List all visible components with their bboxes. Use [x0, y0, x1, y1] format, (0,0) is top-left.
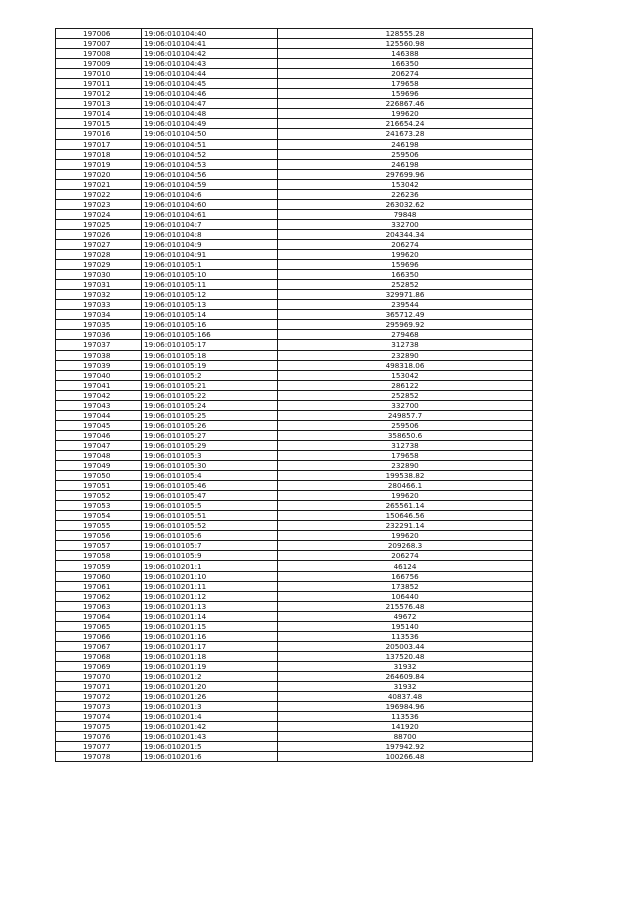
- cadastral-number-cell: 19:06:010105:52: [142, 521, 278, 531]
- row-id-cell: 197060: [56, 571, 142, 581]
- value-cell: 295969.92: [278, 320, 533, 330]
- value-cell: 365712.49: [278, 310, 533, 320]
- table-row: [56, 752, 533, 762]
- cadastral-number-cell: 19:06:010104:44: [142, 69, 278, 79]
- value-cell: 199620: [278, 250, 533, 260]
- cadastral-number-cell: 19:06:010201:1: [142, 561, 278, 571]
- cadastral-number-cell: 19:06:010105:47: [142, 491, 278, 501]
- row-id-cell: 197064: [56, 611, 142, 621]
- cadastral-number-cell: 19:06:010104:45: [142, 79, 278, 89]
- row-id-cell: 197070: [56, 672, 142, 682]
- table-row: [56, 189, 533, 199]
- cadastral-number-cell: 19:06:010105:5: [142, 501, 278, 511]
- cadastral-number-cell: 19:06:010201:12: [142, 591, 278, 601]
- row-id-cell: 197024: [56, 209, 142, 219]
- value-cell: 100266.48: [278, 752, 533, 762]
- table-row: [56, 79, 533, 89]
- cadastral-number-cell: 19:06:010105:21: [142, 380, 278, 390]
- table-row: [56, 541, 533, 551]
- value-cell: 199620: [278, 491, 533, 501]
- row-id-cell: 197043: [56, 400, 142, 410]
- cadastral-number-cell: 19:06:010104:48: [142, 109, 278, 119]
- table-row: [56, 732, 533, 742]
- row-id-cell: 197045: [56, 420, 142, 430]
- row-id-cell: 197051: [56, 481, 142, 491]
- row-id-cell: 197019: [56, 159, 142, 169]
- cadastral-number-cell: 19:06:010104:50: [142, 129, 278, 139]
- row-id-cell: 197020: [56, 169, 142, 179]
- cadastral-number-cell: 19:06:010201:6: [142, 752, 278, 762]
- row-id-cell: 197073: [56, 702, 142, 712]
- cadastral-number-cell: 19:06:010201:20: [142, 682, 278, 692]
- value-cell: 106440: [278, 591, 533, 601]
- cadastral-number-cell: 19:06:010201:4: [142, 712, 278, 722]
- cadastral-number-cell: 19:06:010105:3: [142, 450, 278, 460]
- value-cell: 159696: [278, 89, 533, 99]
- row-id-cell: 197048: [56, 450, 142, 460]
- cadastral-number-cell: 19:06:010105:11: [142, 280, 278, 290]
- row-id-cell: 197037: [56, 340, 142, 350]
- table-row: [56, 250, 533, 260]
- cadastral-number-cell: 19:06:010105:25: [142, 410, 278, 420]
- value-cell: 199620: [278, 531, 533, 541]
- table-row: [56, 742, 533, 752]
- row-id-cell: 197067: [56, 641, 142, 651]
- cadastral-number-cell: 19:06:010105:29: [142, 440, 278, 450]
- value-cell: 79848: [278, 209, 533, 219]
- row-id-cell: 197015: [56, 119, 142, 129]
- value-cell: 173852: [278, 581, 533, 591]
- table-row: [56, 440, 533, 450]
- row-id-cell: 197010: [56, 69, 142, 79]
- row-id-cell: 197026: [56, 229, 142, 239]
- cadastral-number-cell: 19:06:010201:42: [142, 722, 278, 732]
- row-id-cell: 197062: [56, 591, 142, 601]
- table-row: [56, 209, 533, 219]
- cadastral-number-cell: 19:06:010201:11: [142, 581, 278, 591]
- table-row: [56, 390, 533, 400]
- value-cell: 241673.28: [278, 129, 533, 139]
- table-row: [56, 49, 533, 59]
- row-id-cell: 197013: [56, 99, 142, 109]
- value-cell: 125560.98: [278, 39, 533, 49]
- table-row: [56, 119, 533, 129]
- row-id-cell: 197012: [56, 89, 142, 99]
- table-row: [56, 129, 533, 139]
- value-cell: 246198: [278, 159, 533, 169]
- value-cell: 40837.48: [278, 692, 533, 702]
- value-cell: 49672: [278, 611, 533, 621]
- row-id-cell: 197077: [56, 742, 142, 752]
- cadastral-number-cell: 19:06:010105:4: [142, 471, 278, 481]
- table-row: [56, 260, 533, 270]
- value-cell: 249857.7: [278, 410, 533, 420]
- cadastral-number-cell: 19:06:010104:52: [142, 149, 278, 159]
- cadastral-number-cell: 19:06:010201:10: [142, 571, 278, 581]
- table-row: [56, 29, 533, 39]
- row-id-cell: 197059: [56, 561, 142, 571]
- row-id-cell: 197034: [56, 310, 142, 320]
- cadastral-number-cell: 19:06:010104:60: [142, 199, 278, 209]
- row-id-cell: 197071: [56, 682, 142, 692]
- value-cell: 137520.48: [278, 651, 533, 661]
- row-id-cell: 197032: [56, 290, 142, 300]
- row-id-cell: 197050: [56, 471, 142, 481]
- table-row: [56, 179, 533, 189]
- table-row: [56, 591, 533, 601]
- value-cell: 199538.82: [278, 471, 533, 481]
- value-cell: 239544: [278, 300, 533, 310]
- value-cell: 204344.34: [278, 229, 533, 239]
- value-cell: 31932: [278, 661, 533, 671]
- cadastral-number-cell: 19:06:010104:56: [142, 169, 278, 179]
- table-row: [56, 551, 533, 561]
- value-cell: 232890: [278, 350, 533, 360]
- table-row: [56, 631, 533, 641]
- row-id-cell: 197057: [56, 541, 142, 551]
- row-id-cell: 197049: [56, 461, 142, 471]
- cadastral-number-cell: 19:06:010105:46: [142, 481, 278, 491]
- cadastral-number-cell: 19:06:010105:27: [142, 430, 278, 440]
- value-cell: 216654.24: [278, 119, 533, 129]
- table-row: [56, 410, 533, 420]
- row-id-cell: 197040: [56, 370, 142, 380]
- table-row: [56, 481, 533, 491]
- cadastral-number-cell: 19:06:010104:40: [142, 29, 278, 39]
- cadastral-number-cell: 19:06:010105:166: [142, 330, 278, 340]
- table-row: [56, 109, 533, 119]
- row-id-cell: 197053: [56, 501, 142, 511]
- row-id-cell: 197031: [56, 280, 142, 290]
- value-cell: 312738: [278, 440, 533, 450]
- table-row: [56, 89, 533, 99]
- table-row: [56, 511, 533, 521]
- table-row: [56, 581, 533, 591]
- table-row: [56, 400, 533, 410]
- value-cell: 206274: [278, 69, 533, 79]
- table-row: [56, 420, 533, 430]
- cadastral-number-cell: 19:06:010104:8: [142, 229, 278, 239]
- table-row: [56, 340, 533, 350]
- cadastral-number-cell: 19:06:010201:16: [142, 631, 278, 641]
- row-id-cell: 197075: [56, 722, 142, 732]
- cadastral-number-cell: 19:06:010105:6: [142, 531, 278, 541]
- row-id-cell: 197041: [56, 380, 142, 390]
- row-id-cell: 197018: [56, 149, 142, 159]
- value-cell: 252852: [278, 280, 533, 290]
- value-cell: 31932: [278, 682, 533, 692]
- row-id-cell: 197008: [56, 49, 142, 59]
- table-row: [56, 290, 533, 300]
- cadastral-number-cell: 19:06:010105:9: [142, 551, 278, 561]
- row-id-cell: 197006: [56, 29, 142, 39]
- value-cell: 312738: [278, 340, 533, 350]
- table-row: [56, 159, 533, 169]
- cadastral-number-cell: 19:06:010104:42: [142, 49, 278, 59]
- value-cell: 332700: [278, 219, 533, 229]
- table-row: [56, 69, 533, 79]
- value-cell: 286122: [278, 380, 533, 390]
- table-row: [56, 692, 533, 702]
- value-cell: 179658: [278, 450, 533, 460]
- value-cell: 264609.84: [278, 672, 533, 682]
- table-row: [56, 360, 533, 370]
- table-row: [56, 712, 533, 722]
- value-cell: 329971.86: [278, 290, 533, 300]
- table-row: [56, 169, 533, 179]
- row-id-cell: 197036: [56, 330, 142, 340]
- value-cell: 498318.06: [278, 360, 533, 370]
- table-row: [56, 350, 533, 360]
- value-cell: 205003.44: [278, 641, 533, 651]
- value-cell: 358650.6: [278, 430, 533, 440]
- table-row: [56, 270, 533, 280]
- table-row: [56, 149, 533, 159]
- row-id-cell: 197011: [56, 79, 142, 89]
- cadastral-number-cell: 19:06:010104:53: [142, 159, 278, 169]
- row-id-cell: 197063: [56, 601, 142, 611]
- cadastral-number-cell: 19:06:010105:19: [142, 360, 278, 370]
- cadastral-number-cell: 19:06:010105:30: [142, 461, 278, 471]
- table-row: [56, 300, 533, 310]
- row-id-cell: 197072: [56, 692, 142, 702]
- row-id-cell: 197029: [56, 260, 142, 270]
- row-id-cell: 197042: [56, 390, 142, 400]
- row-id-cell: 197046: [56, 430, 142, 440]
- cadastral-number-cell: 19:06:010105:12: [142, 290, 278, 300]
- row-id-cell: 197021: [56, 179, 142, 189]
- cadastral-number-cell: 19:06:010104:49: [142, 119, 278, 129]
- value-cell: 259506: [278, 149, 533, 159]
- table-row: [56, 702, 533, 712]
- table-row: [56, 661, 533, 671]
- table-row: [56, 320, 533, 330]
- table-row: [56, 99, 533, 109]
- row-id-cell: 197030: [56, 270, 142, 280]
- row-id-cell: 197033: [56, 300, 142, 310]
- table-row: [56, 471, 533, 481]
- table-row: [56, 521, 533, 531]
- cadastral-number-cell: 19:06:010104:9: [142, 239, 278, 249]
- cadastral-number-cell: 19:06:010105:10: [142, 270, 278, 280]
- value-cell: 46124: [278, 561, 533, 571]
- row-id-cell: 197007: [56, 39, 142, 49]
- cadastral-number-cell: 19:06:010104:41: [142, 39, 278, 49]
- cadastral-number-cell: 19:06:010104:51: [142, 139, 278, 149]
- cadastral-number-cell: 19:06:010105:7: [142, 541, 278, 551]
- row-id-cell: 197069: [56, 661, 142, 671]
- row-id-cell: 197039: [56, 360, 142, 370]
- value-cell: 153042: [278, 370, 533, 380]
- row-id-cell: 197066: [56, 631, 142, 641]
- cadastral-number-cell: 19:06:010105:2: [142, 370, 278, 380]
- value-cell: 209268.3: [278, 541, 533, 551]
- row-id-cell: 197055: [56, 521, 142, 531]
- table-row: [56, 59, 533, 69]
- row-id-cell: 197022: [56, 189, 142, 199]
- value-cell: 159696: [278, 260, 533, 270]
- cadastral-number-cell: 19:06:010105:51: [142, 511, 278, 521]
- value-cell: 128555.28: [278, 29, 533, 39]
- cadastral-number-cell: 19:06:010201:43: [142, 732, 278, 742]
- value-cell: 332700: [278, 400, 533, 410]
- table-row: [56, 280, 533, 290]
- row-id-cell: 197028: [56, 250, 142, 260]
- value-cell: 166350: [278, 270, 533, 280]
- row-id-cell: 197065: [56, 621, 142, 631]
- table-body: [56, 29, 533, 762]
- table-row: [56, 682, 533, 692]
- value-cell: 297699.96: [278, 169, 533, 179]
- cadastral-number-cell: 19:06:010105:18: [142, 350, 278, 360]
- table-row: [56, 139, 533, 149]
- value-cell: 195140: [278, 621, 533, 631]
- table-row: [56, 380, 533, 390]
- value-cell: 246198: [278, 139, 533, 149]
- cadastral-number-cell: 19:06:010104:61: [142, 209, 278, 219]
- cadastral-number-cell: 19:06:010201:2: [142, 672, 278, 682]
- row-id-cell: 197027: [56, 239, 142, 249]
- value-cell: 150646.56: [278, 511, 533, 521]
- table-row: [56, 461, 533, 471]
- cadastral-number-cell: 19:06:010105:17: [142, 340, 278, 350]
- row-id-cell: 197068: [56, 651, 142, 661]
- row-id-cell: 197016: [56, 129, 142, 139]
- table-row: [56, 561, 533, 571]
- table-row: [56, 310, 533, 320]
- value-cell: 206274: [278, 551, 533, 561]
- table-row: [56, 199, 533, 209]
- cadastral-number-cell: 19:06:010201:15: [142, 621, 278, 631]
- row-id-cell: 197017: [56, 139, 142, 149]
- table-row: [56, 722, 533, 732]
- value-cell: 113536: [278, 631, 533, 641]
- row-id-cell: 197009: [56, 59, 142, 69]
- cadastral-number-cell: 19:06:010104:43: [142, 59, 278, 69]
- row-id-cell: 197047: [56, 440, 142, 450]
- value-cell: 263032.62: [278, 199, 533, 209]
- value-cell: 259506: [278, 420, 533, 430]
- value-cell: 215576.48: [278, 601, 533, 611]
- cadastral-number-cell: 19:06:010201:17: [142, 641, 278, 651]
- table-row: [56, 601, 533, 611]
- table-row: [56, 621, 533, 631]
- value-cell: 280466.1: [278, 481, 533, 491]
- cadastral-number-cell: 19:06:010105:13: [142, 300, 278, 310]
- data-table: [55, 28, 533, 762]
- cadastral-number-cell: 19:06:010201:18: [142, 651, 278, 661]
- table-row: [56, 641, 533, 651]
- cadastral-number-cell: 19:06:010105:26: [142, 420, 278, 430]
- row-id-cell: 197038: [56, 350, 142, 360]
- value-cell: 197942.92: [278, 742, 533, 752]
- cadastral-number-cell: 19:06:010201:3: [142, 702, 278, 712]
- value-cell: 166756: [278, 571, 533, 581]
- table-row: [56, 370, 533, 380]
- cadastral-number-cell: 19:06:010201:5: [142, 742, 278, 752]
- value-cell: 252852: [278, 390, 533, 400]
- cadastral-number-cell: 19:06:010201:13: [142, 601, 278, 611]
- table-row: [56, 450, 533, 460]
- row-id-cell: 197078: [56, 752, 142, 762]
- cadastral-number-cell: 19:06:010201:26: [142, 692, 278, 702]
- row-id-cell: 197052: [56, 491, 142, 501]
- cadastral-number-cell: 19:06:010104:6: [142, 189, 278, 199]
- cadastral-number-cell: 19:06:010201:19: [142, 661, 278, 671]
- cadastral-number-cell: 19:06:010105:1: [142, 260, 278, 270]
- row-id-cell: 197025: [56, 219, 142, 229]
- cadastral-number-cell: 19:06:010104:7: [142, 219, 278, 229]
- value-cell: 196984.96: [278, 702, 533, 712]
- table-row: [56, 330, 533, 340]
- value-cell: 199620: [278, 109, 533, 119]
- table-row: [56, 430, 533, 440]
- table-row: [56, 229, 533, 239]
- value-cell: 206274: [278, 239, 533, 249]
- value-cell: 232291.14: [278, 521, 533, 531]
- cadastral-number-cell: 19:06:010104:46: [142, 89, 278, 99]
- table-row: [56, 571, 533, 581]
- table-row: [56, 651, 533, 661]
- row-id-cell: 197014: [56, 109, 142, 119]
- value-cell: 113536: [278, 712, 533, 722]
- row-id-cell: 197023: [56, 199, 142, 209]
- value-cell: 179658: [278, 79, 533, 89]
- value-cell: 279468: [278, 330, 533, 340]
- row-id-cell: 197058: [56, 551, 142, 561]
- value-cell: 232890: [278, 461, 533, 471]
- cadastral-number-cell: 19:06:010201:14: [142, 611, 278, 621]
- cadastral-number-cell: 19:06:010105:22: [142, 390, 278, 400]
- table-row: [56, 611, 533, 621]
- row-id-cell: 197054: [56, 511, 142, 521]
- table-row: [56, 672, 533, 682]
- value-cell: 226867.46: [278, 99, 533, 109]
- cadastral-number-cell: 19:06:010104:59: [142, 179, 278, 189]
- cadastral-number-cell: 19:06:010105:16: [142, 320, 278, 330]
- value-cell: 226236: [278, 189, 533, 199]
- table-row: [56, 239, 533, 249]
- value-cell: 146388: [278, 49, 533, 59]
- row-id-cell: 197044: [56, 410, 142, 420]
- table-row: [56, 219, 533, 229]
- row-id-cell: 197061: [56, 581, 142, 591]
- value-cell: 166350: [278, 59, 533, 69]
- row-id-cell: 197056: [56, 531, 142, 541]
- table-row: [56, 531, 533, 541]
- row-id-cell: 197035: [56, 320, 142, 330]
- row-id-cell: 197074: [56, 712, 142, 722]
- table-row: [56, 501, 533, 511]
- value-cell: 141920: [278, 722, 533, 732]
- table-row: [56, 491, 533, 501]
- cadastral-number-cell: 19:06:010104:91: [142, 250, 278, 260]
- row-id-cell: 197076: [56, 732, 142, 742]
- value-cell: 265561.14: [278, 501, 533, 511]
- value-cell: 153042: [278, 179, 533, 189]
- cadastral-number-cell: 19:06:010105:24: [142, 400, 278, 410]
- cadastral-number-cell: 19:06:010104:47: [142, 99, 278, 109]
- table-row: [56, 39, 533, 49]
- value-cell: 88700: [278, 732, 533, 742]
- cadastral-number-cell: 19:06:010105:14: [142, 310, 278, 320]
